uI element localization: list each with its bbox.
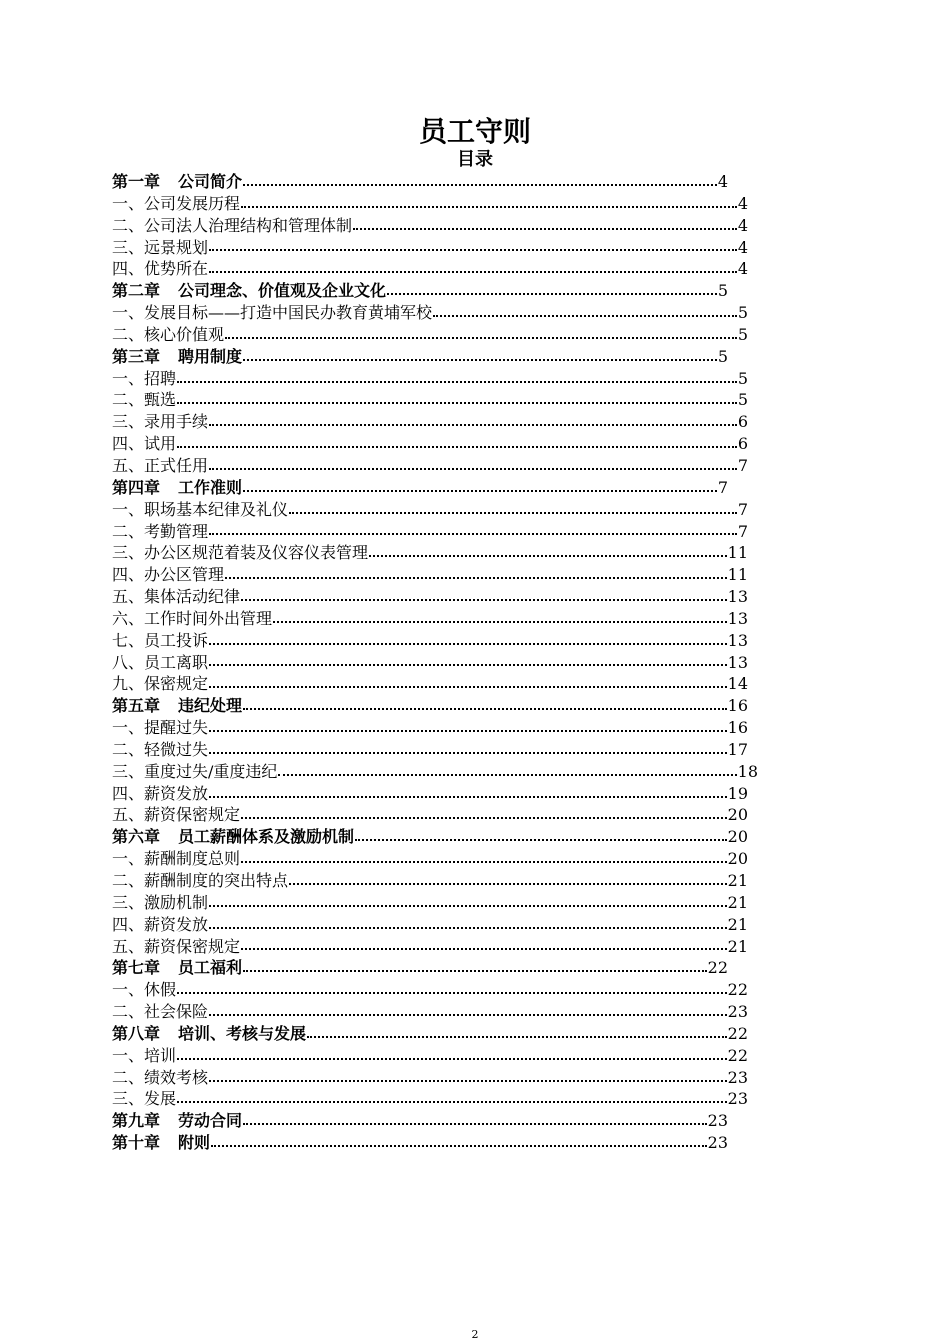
- chapter-title: 公司理念、价值观及企业文化: [178, 281, 387, 301]
- toc-chapter-entry[interactable]: [112, 957, 728, 979]
- toc-entry-label: 二、轻微过失: [112, 739, 209, 759]
- chapter-title: 聘用制度: [178, 346, 243, 366]
- toc-chapter-entry[interactable]: [112, 477, 728, 499]
- dot-leader: [241, 861, 727, 863]
- toc-page-number: 22: [727, 1023, 748, 1043]
- toc-page-number: 16: [727, 718, 748, 738]
- toc-page-number: 7: [737, 455, 748, 475]
- toc-page-number: 23: [707, 1133, 728, 1153]
- dot-leader: [243, 708, 727, 710]
- toc-entry-label: 五、薪资保密规定: [112, 805, 241, 825]
- dot-leader: [209, 1080, 727, 1082]
- toc-page-number: 23: [727, 1089, 748, 1109]
- dot-leader: [225, 337, 737, 339]
- dot-leader: [209, 533, 737, 535]
- toc-page-number: 13: [727, 630, 748, 650]
- dot-leader: [177, 381, 737, 383]
- toc-section-entry[interactable]: [112, 761, 758, 783]
- toc-section-entry[interactable]: [112, 652, 748, 674]
- dot-leader: [353, 228, 737, 230]
- toc-section-entry[interactable]: [112, 783, 748, 805]
- toc-entry-label: 九、保密规定: [112, 674, 209, 694]
- toc-entry-label: [112, 1023, 306, 1045]
- dot-leader: [177, 1058, 727, 1060]
- toc-entry-label: [112, 1110, 242, 1132]
- dot-leader: [177, 402, 737, 404]
- chapter-number: 第四章: [112, 477, 161, 497]
- table-of-contents: [112, 171, 772, 1154]
- dot-leader: [241, 817, 727, 819]
- dot-leader: [209, 905, 727, 907]
- toc-entry-label: [112, 346, 242, 368]
- toc-entry-label: 二、考勤管理: [112, 521, 209, 541]
- toc-chapter-entry[interactable]: [112, 1110, 728, 1132]
- toc-page-number: 23: [707, 1111, 728, 1131]
- toc-section-entry[interactable]: [112, 1067, 748, 1089]
- toc-section-entry[interactable]: [112, 302, 748, 324]
- chapter-number: 第十章: [112, 1133, 161, 1153]
- toc-entry-label: 一、发展目标——打造中国民办教育黄埔军校: [112, 303, 433, 323]
- dot-leader: [243, 359, 717, 361]
- toc-entry-label: 二、薪酬制度的突出特点: [112, 871, 289, 890]
- document-title: 员工守则: [418, 115, 531, 148]
- dot-leader: [209, 796, 727, 798]
- toc-section-entry[interactable]: [112, 1001, 748, 1023]
- toc-page-number: 11: [727, 565, 748, 585]
- toc-page-number: 20: [727, 849, 748, 869]
- toc-page-number: 5: [717, 281, 728, 301]
- toc-page-number: 22: [727, 1045, 748, 1065]
- toc-entry-label: 八、员工离职: [112, 652, 209, 672]
- toc-entry-label: 一、提醒过失: [112, 718, 209, 738]
- toc-entry-label: [112, 957, 242, 979]
- toc-entry-label: 三、发展: [112, 1089, 177, 1109]
- toc-page-number: 14: [727, 674, 748, 694]
- toc-page-number: 19: [727, 783, 748, 803]
- dot-leader: [177, 446, 737, 448]
- toc-page-number: 23: [727, 1067, 748, 1087]
- toc-entry-label: 一、休假: [112, 980, 177, 1000]
- toc-page-number: 5: [737, 390, 748, 410]
- toc-entry-label: 三、办公区规范着装及仪容仪表管理: [112, 543, 369, 563]
- toc-section-entry[interactable]: [112, 411, 748, 433]
- toc-section-entry[interactable]: [112, 870, 748, 892]
- chapter-title: 员工福利: [178, 958, 243, 978]
- dot-leader: [433, 315, 737, 317]
- dot-leader: [241, 599, 727, 601]
- toc-page-number: 13: [727, 652, 748, 672]
- toc-page-number: 20: [727, 827, 748, 847]
- toc-entry-label: 三、录用手续: [112, 412, 209, 432]
- toc-section-entry[interactable]: [112, 499, 748, 521]
- toc-page-number: 4: [737, 237, 748, 257]
- toc-entry-label: 七、员工投诉: [112, 630, 209, 650]
- toc-section-entry[interactable]: [112, 979, 748, 1001]
- toc-entry-label: 四、办公区管理: [112, 565, 225, 585]
- dot-leader: [307, 1036, 727, 1038]
- toc-entry-label: [112, 280, 386, 302]
- toc-entry-label: [112, 171, 242, 193]
- toc-section-entry[interactable]: [112, 368, 748, 390]
- toc-section-entry[interactable]: [112, 608, 748, 630]
- chapter-number: 第三章: [112, 346, 161, 366]
- toc-page-number: 18: [737, 761, 758, 781]
- toc-page-number: 16: [727, 696, 748, 716]
- toc-chapter-entry[interactable]: [112, 1023, 748, 1045]
- toc-entry-label: 四、优势所在: [112, 259, 209, 279]
- toc-entry-label: 二、核心价值观: [112, 324, 225, 344]
- toc-section-entry[interactable]: [112, 1045, 748, 1067]
- toc-page-number: 22: [727, 980, 748, 1000]
- toc-entry-label: 四、薪资发放: [112, 783, 209, 803]
- toc-entry-label: 二、公司法人治理结构和管理体制: [112, 215, 353, 235]
- toc-entry-label: [112, 695, 242, 717]
- chapter-number: 第六章: [112, 827, 161, 847]
- toc-entry-label: 三、激励机制: [112, 892, 209, 912]
- toc-entry-label: [112, 826, 354, 848]
- toc-page-number: 21: [727, 936, 748, 956]
- toc-section-entry[interactable]: [112, 739, 748, 761]
- toc-page-number: 5: [737, 368, 748, 388]
- dot-leader: [177, 992, 727, 994]
- toc-section-entry[interactable]: [112, 542, 748, 564]
- chapter-title: 员工薪酬体系及激励机制: [178, 827, 355, 847]
- toc-page-number: 21: [727, 871, 748, 890]
- toc-page-number: 11: [727, 543, 748, 563]
- chapter-number: 第五章: [112, 696, 161, 716]
- toc-page-number: 20: [727, 805, 748, 825]
- toc-page-number: 7: [737, 521, 748, 541]
- dot-leader: [209, 730, 727, 732]
- dot-leader: [289, 512, 737, 514]
- page-number: 2: [471, 1328, 479, 1341]
- dot-leader: [243, 970, 707, 972]
- toc-section-entry[interactable]: [112, 892, 748, 914]
- toc-section-entry[interactable]: [112, 586, 748, 608]
- toc-entry-label: 二、绩效考核: [112, 1067, 209, 1087]
- dot-leader: [209, 1014, 727, 1016]
- toc-section-entry[interactable]: [112, 455, 748, 477]
- dot-leader: [243, 184, 717, 186]
- toc-page-number: 5: [717, 346, 728, 366]
- toc-section-entry[interactable]: [112, 848, 748, 870]
- chapter-number: 第八章: [112, 1023, 161, 1043]
- toc-chapter-entry[interactable]: [112, 695, 748, 717]
- toc-page-number: 4: [717, 172, 728, 191]
- toc-section-entry[interactable]: [112, 389, 748, 411]
- toc-heading: 目录: [457, 149, 493, 170]
- toc-section-entry[interactable]: [112, 936, 748, 958]
- toc-page-number: 21: [727, 914, 748, 934]
- dot-leader: [209, 752, 727, 754]
- dot-leader: [243, 490, 717, 492]
- chapter-number: 第七章: [112, 958, 161, 978]
- toc-section-entry[interactable]: [112, 237, 748, 259]
- toc-section-entry[interactable]: [112, 630, 748, 652]
- toc-page-number: 13: [727, 608, 748, 628]
- toc-page-number: 21: [727, 892, 748, 912]
- chapter-title: 违纪处理: [178, 696, 243, 716]
- toc-entry-label: 四、试用: [112, 434, 177, 454]
- chapter-number: 第九章: [112, 1111, 161, 1131]
- toc-entry-label: 四、薪资发放: [112, 914, 209, 934]
- toc-entry-label: 五、集体活动纪律: [112, 587, 241, 607]
- toc-section-entry[interactable]: [112, 433, 748, 455]
- toc-chapter-entry[interactable]: [112, 1132, 728, 1154]
- toc-entry-label: [112, 1132, 210, 1154]
- chapter-number: 第一章: [112, 172, 161, 191]
- dot-leader: [278, 774, 736, 776]
- toc-chapter-entry[interactable]: [112, 826, 748, 848]
- toc-page-number: 13: [727, 587, 748, 607]
- toc-page-number: 4: [737, 193, 748, 213]
- toc-entry-label: 一、职场基本纪律及礼仪: [112, 499, 289, 519]
- toc-page-number: 7: [717, 477, 728, 497]
- dot-leader: [355, 839, 727, 841]
- toc-page-number: 7: [737, 499, 748, 519]
- toc-section-entry[interactable]: [112, 1088, 748, 1110]
- dot-leader: [209, 643, 727, 645]
- toc-page-number: 17: [727, 739, 748, 759]
- toc-entry-label: 五、正式任用: [112, 455, 209, 475]
- dot-leader: [209, 664, 727, 666]
- dot-leader: [209, 424, 737, 426]
- dot-leader: [241, 948, 727, 950]
- toc-page-number: 4: [737, 259, 748, 279]
- toc-chapter-entry[interactable]: [112, 346, 728, 368]
- dot-leader: [241, 206, 737, 208]
- dot-leader: [243, 1123, 707, 1125]
- toc-chapter-entry[interactable]: [112, 171, 728, 193]
- toc-entry-label: 一、招聘: [112, 368, 177, 388]
- dot-leader: [209, 686, 727, 688]
- dot-leader: [225, 577, 727, 579]
- toc-entry-label: 三、重度过失/重度违纪: [112, 761, 278, 781]
- chapter-title: 公司简介: [178, 172, 243, 191]
- toc-page-number: 6: [737, 412, 748, 432]
- chapter-title: 工作准则: [178, 477, 243, 497]
- chapter-title: 培训、考核与发展: [178, 1023, 307, 1043]
- dot-leader: [209, 271, 737, 273]
- toc-page-number: 4: [737, 215, 748, 235]
- chapter-title: 附则: [178, 1133, 211, 1153]
- toc-entry-label: [112, 477, 242, 499]
- toc-entry-label: 二、社会保险: [112, 1002, 209, 1022]
- toc-section-entry[interactable]: [112, 717, 748, 739]
- dot-leader: [369, 555, 727, 557]
- dot-leader: [273, 621, 727, 623]
- dot-leader: [209, 927, 727, 929]
- toc-entry-label: 五、薪资保密规定: [112, 936, 241, 956]
- dot-leader: [211, 1145, 707, 1147]
- toc-section-entry[interactable]: [112, 564, 748, 586]
- toc-page-number: 5: [737, 324, 748, 344]
- toc-entry-label: 一、薪酬制度总则: [112, 849, 241, 869]
- dot-leader: [387, 293, 717, 295]
- toc-entry-label: 一、培训: [112, 1045, 177, 1065]
- toc-page-number: 23: [727, 1002, 748, 1022]
- toc-page-number: 6: [737, 434, 748, 454]
- toc-entry-label: 三、远景规划: [112, 237, 209, 257]
- toc-section-entry[interactable]: [112, 804, 748, 826]
- toc-section-entry[interactable]: [112, 215, 748, 237]
- toc-section-entry[interactable]: [112, 914, 748, 936]
- chapter-title: 劳动合同: [178, 1111, 243, 1131]
- toc-entry-label: 一、公司发展历程: [112, 193, 241, 213]
- dot-leader: [289, 883, 727, 885]
- dot-leader: [177, 1101, 727, 1103]
- chapter-number: 第二章: [112, 281, 161, 301]
- toc-section-entry[interactable]: [112, 324, 748, 346]
- toc-chapter-entry[interactable]: [112, 280, 728, 302]
- dot-leader: [209, 468, 737, 470]
- toc-section-entry[interactable]: [112, 521, 748, 543]
- dot-leader: [209, 249, 737, 251]
- toc-section-entry[interactable]: [112, 673, 748, 695]
- toc-section-entry[interactable]: [112, 193, 748, 215]
- toc-page-number: 22: [707, 958, 728, 978]
- toc-entry-label: 六、工作时间外出管理: [112, 608, 273, 628]
- toc-section-entry[interactable]: [112, 258, 748, 280]
- toc-entry-label: 二、甄选: [112, 390, 177, 410]
- toc-page-number: 5: [737, 303, 748, 323]
